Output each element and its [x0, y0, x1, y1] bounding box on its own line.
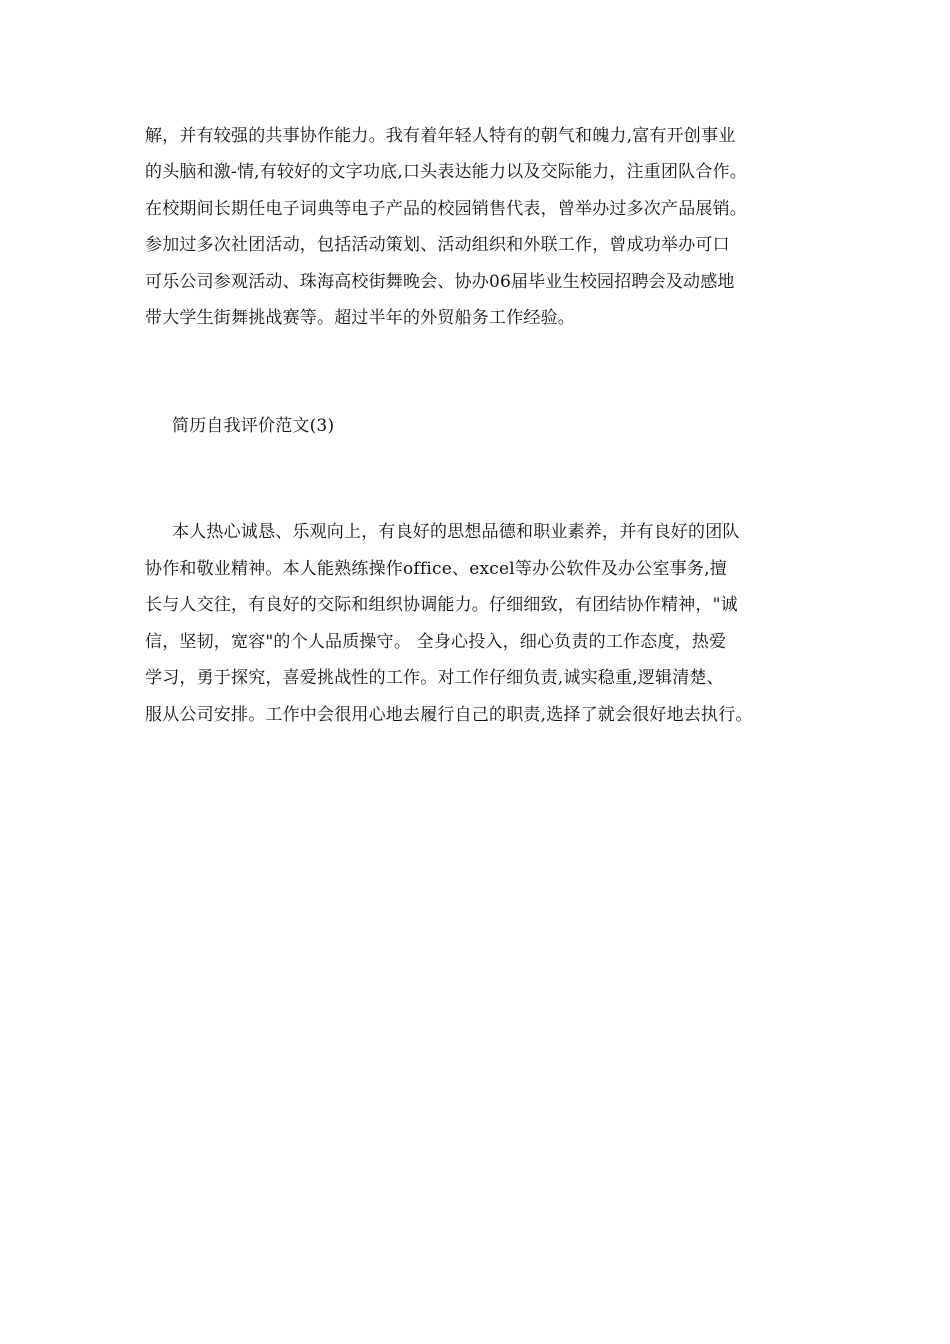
paragraph-2-line-6: 服从公司安排。工作中会很用心地去履行自己的职责,选择了就会很好地去执行。: [145, 705, 753, 725]
paragraph-2-line-2: 协作和敬业精神。本人能熟练操作office、excel等办公软件及办公室事务,擅: [145, 559, 727, 579]
paragraph-1-line-2: 的头脑和激-情,有较好的文字功底,口头表达能力以及交际能力，注重团队合作。: [145, 162, 747, 182]
paragraph-1-line-4: 参加过多次社团活动，包括活动策划、活动组织和外联工作，曾成功举办可口: [145, 235, 730, 255]
paragraph-2-line-1: 本人热心诚恳、乐观向上，有良好的思想品德和职业素养，并有良好的团队: [172, 522, 740, 542]
paragraph-1-line-5: 可乐公司参观活动、珠海高校街舞晚会、协办06届毕业生校园招聘会及动感地: [145, 272, 735, 292]
paragraph-2-line-3: 长与人交往，有良好的交际和组织协调能力。仔细细致，有团结协作精神，"诚: [145, 595, 738, 615]
paragraph-1-line-3: 在校期间长期任电子词典等电子产品的校园销售代表，曾举办过多次产品展销。: [145, 199, 747, 219]
paragraph-1-line-6: 带大学生街舞挑战赛等。超过半年的外贸船务工作经验。: [145, 308, 575, 328]
section-heading: 简历自我评价范文(3): [172, 416, 335, 436]
paragraph-2-line-4: 信，坚韧，宽容"的个人品质操守。 全身心投入，细心负责的工作态度，热爱: [145, 632, 727, 652]
paragraph-1-line-1: 解，并有较强的共事协作能力。我有着年轻人特有的朝气和魄力,富有开创事业: [145, 126, 736, 146]
paragraph-2-line-5: 学习，勇于探究，喜爱挑战性的工作。对工作仔细负责,诚实稳重,逻辑清楚、: [145, 668, 724, 688]
